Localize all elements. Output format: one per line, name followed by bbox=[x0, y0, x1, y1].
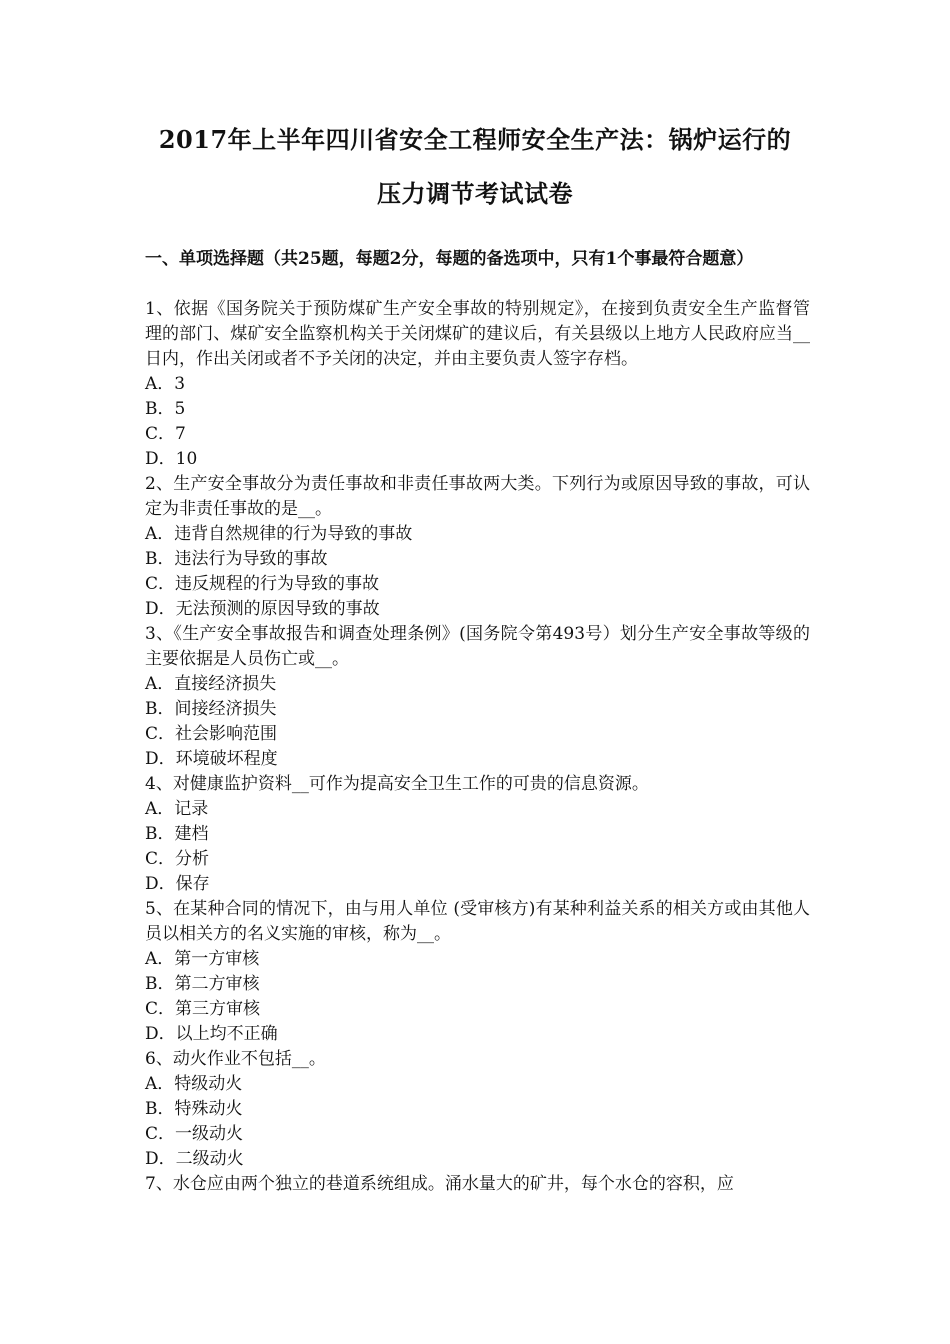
question-stem: 1、依据《国务院关于预防煤矿生产安全事故的特别规定》，在接到负责安全生产监督管理的部门、煤矿安全监察机构关于关闭煤矿的建议后，有关县级以上地方人民政府应当__日内，作出关闭或者不予关闭的决定，并由主要负责人签字存档。 bbox=[145, 299, 810, 369]
question-stem: 7、水仓应由两个独立的巷道系统组成。涌水量大的矿井，每个水仓的容积，应 bbox=[145, 1174, 734, 1194]
section-heading: 一、单项选择题（共25题，每题2分，每题的备选项中，只有1个事最符合题意） bbox=[145, 249, 754, 269]
option-b: B．特殊动火 bbox=[145, 1099, 243, 1119]
option-a: A．记录 bbox=[145, 799, 209, 819]
option-b: B．第二方审核 bbox=[145, 974, 260, 994]
question-stem: 2、生产安全事故分为责任事故和非责任事故两大类。下列行为或原因导致的事故，可认定为非责任事故的是__。 bbox=[145, 474, 810, 519]
question-4 bbox=[145, 772, 810, 897]
option-c: C．一级动火 bbox=[145, 1124, 244, 1144]
question-stem: 3、《生产安全事故报告和调查处理条例》(国务院令第493号）划分生产安全事故等级的主要依据是人员伤亡或__。 bbox=[145, 624, 810, 669]
question-stem: 5、在某种合同的情况下，由与用人单位 (受审核方)有某种利益关系的相关方或由其他人员以相关方的名义实施的审核，称为__。 bbox=[145, 899, 810, 944]
option-a: A．违背自然规律的行为导致的事故 bbox=[145, 524, 413, 544]
option-a: A．直接经济损失 bbox=[145, 674, 277, 694]
document-title-line1: 2017年上半年四川省安全工程师安全生产法：锅炉运行的 bbox=[158, 125, 792, 154]
option-d: D．保存 bbox=[145, 874, 210, 894]
question-6 bbox=[145, 1047, 810, 1172]
question-3 bbox=[145, 622, 810, 772]
option-b: B．违法行为导致的事故 bbox=[145, 549, 328, 569]
document-title-line2: 压力调节考试试卷 bbox=[377, 179, 573, 208]
question-5 bbox=[145, 897, 810, 1047]
question-1 bbox=[145, 297, 810, 472]
option-c: C．第三方审核 bbox=[145, 999, 261, 1019]
option-a: A．3 bbox=[145, 374, 186, 394]
option-d: D．以上均不正确 bbox=[145, 1024, 278, 1044]
option-d: D．环境破坏程度 bbox=[145, 749, 278, 769]
option-c: C．7 bbox=[145, 424, 186, 444]
question-2 bbox=[145, 472, 810, 622]
question-stem: 6、动火作业不包括__。 bbox=[145, 1049, 326, 1069]
option-d: D．无法预测的原因导致的事故 bbox=[145, 599, 380, 619]
question-list bbox=[145, 297, 810, 1197]
option-c: C．分析 bbox=[145, 849, 210, 869]
option-d: D．10 bbox=[145, 449, 198, 469]
option-a: A．特级动火 bbox=[145, 1074, 243, 1094]
option-b: B．5 bbox=[145, 399, 186, 419]
question-7 bbox=[145, 1172, 810, 1197]
option-d: D．二级动火 bbox=[145, 1149, 244, 1169]
option-c: C．违反规程的行为导致的事故 bbox=[145, 574, 380, 594]
option-a: A．第一方审核 bbox=[145, 949, 260, 969]
option-b: B．建档 bbox=[145, 824, 209, 844]
option-c: C．社会影响范围 bbox=[145, 724, 278, 744]
question-stem: 4、对健康监护资料__可作为提高安全卫生工作的可贵的信息资源。 bbox=[145, 774, 649, 794]
option-b: B．间接经济损失 bbox=[145, 699, 277, 719]
